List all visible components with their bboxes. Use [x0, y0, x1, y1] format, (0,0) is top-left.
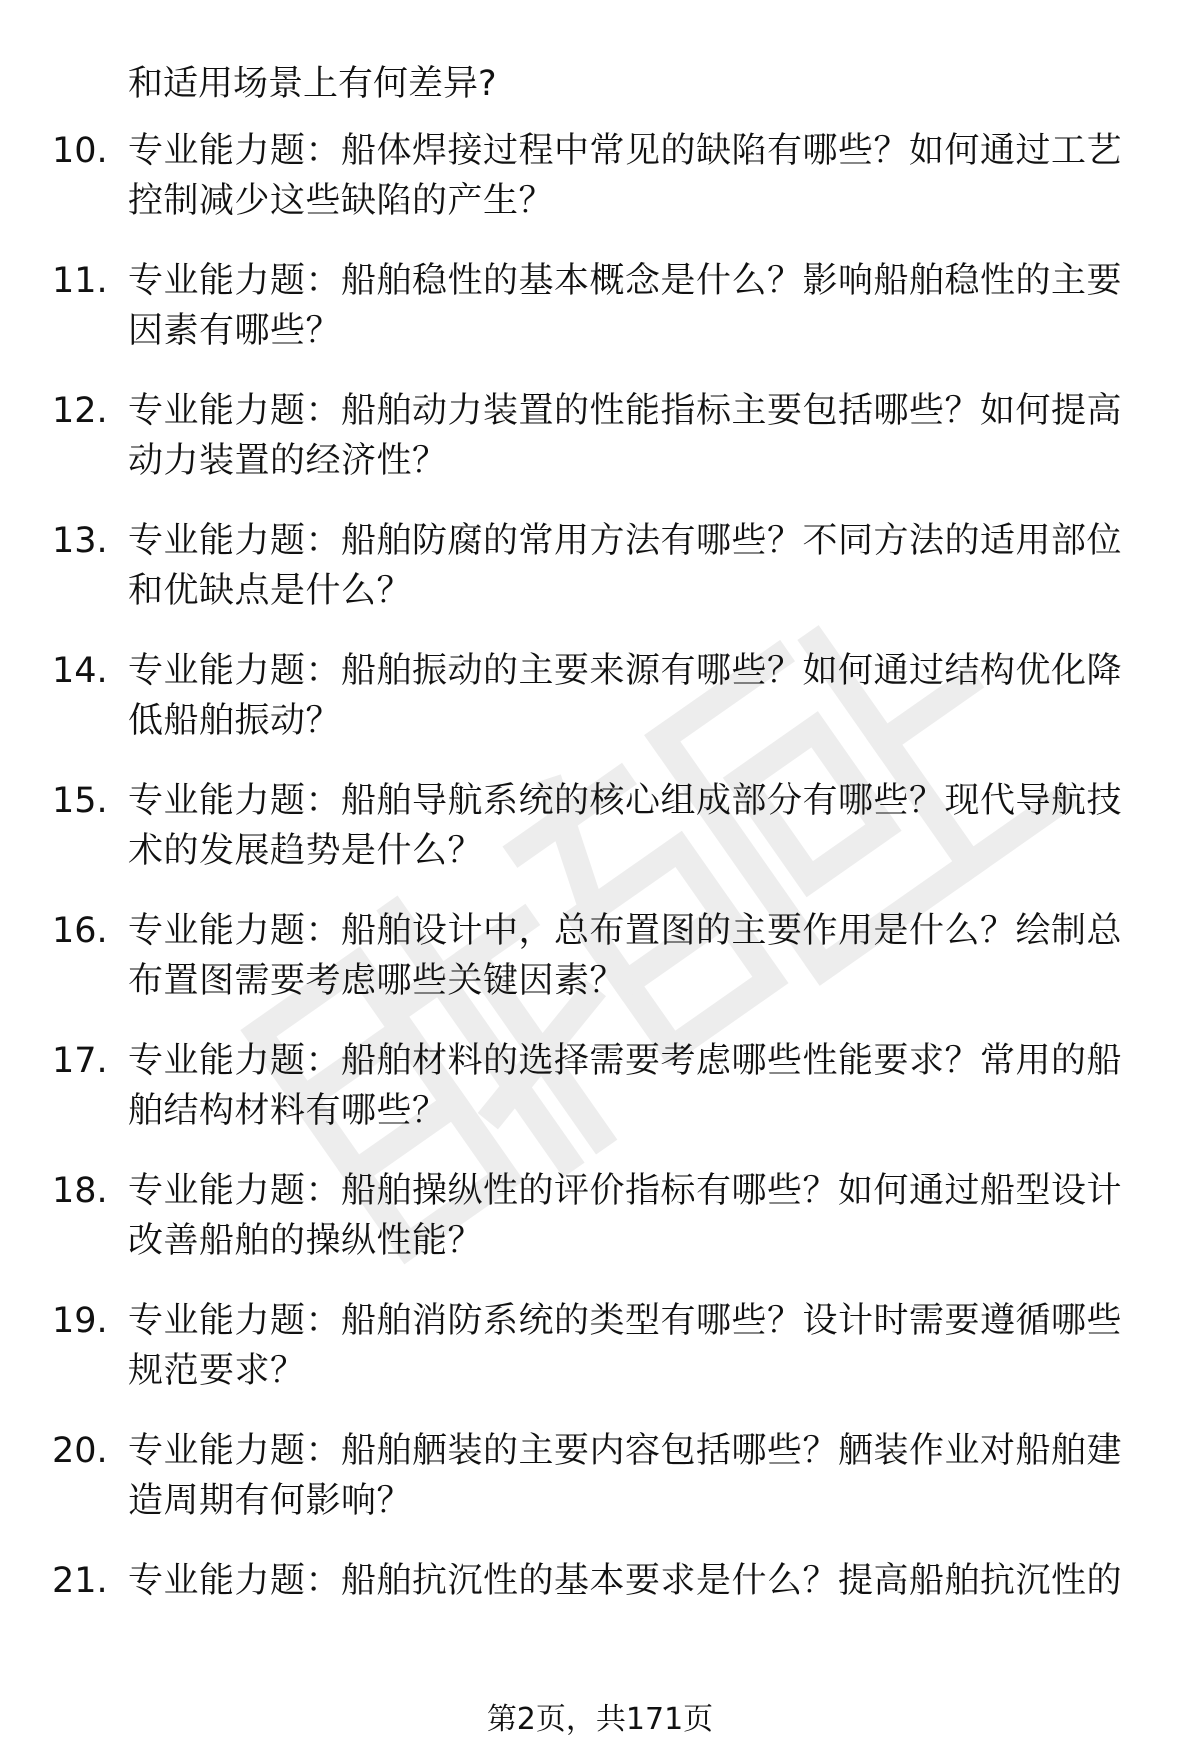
item-text-line-1: 专业能力题：船舶导航系统的核心组成部分有哪些？现代导航技: [128, 781, 1123, 821]
list-item: [0, 1166, 1200, 1296]
item-text-line-2: 布置图需要考虑哪些关键因素？: [128, 961, 626, 1001]
item-number: 16.: [52, 911, 108, 951]
item-text-line-2: 和优缺点是什么？: [128, 571, 413, 611]
list-item: [0, 256, 1200, 386]
item-number: 19.: [52, 1301, 108, 1341]
item-number: 15.: [52, 781, 108, 821]
item-text-line-2: 术的发展趋势是什么？: [128, 831, 484, 871]
item-text: [128, 1426, 1138, 1526]
item-text-line-2: 规范要求？: [128, 1351, 306, 1391]
list-item: [0, 646, 1200, 776]
item-text-line-1: 专业能力题：船舶操纵性的评价指标有哪些？如何通过船型设计: [128, 1171, 1123, 1211]
list-item: [0, 516, 1200, 646]
item-number: 20.: [52, 1431, 108, 1471]
item-text: [128, 1036, 1138, 1136]
list-item: [0, 1296, 1200, 1426]
item-text-line-1: 专业能力题：船舶防腐的常用方法有哪些？不同方法的适用部位: [128, 521, 1123, 561]
page-footer: 第2页，共171页: [486, 1702, 714, 1737]
item-text-line-1: 专业能力题：船舶稳性的基本概念是什么？影响船舶稳性的主要: [128, 261, 1123, 301]
item-text: [128, 256, 1138, 356]
item-text-line-1: 专业能力题：船舶设计中，总布置图的主要作用是什么？绘制总: [128, 911, 1123, 951]
item-text-line-2: 舶结构材料有哪些？: [128, 1091, 448, 1131]
item-text-line-1: 专业能力题：船舶抗沉性的基本要求是什么？提高船舶抗沉性的: [128, 1561, 1123, 1601]
item-text-line-1: 专业能力题：船舶动力装置的性能指标主要包括哪些？如何提高: [128, 391, 1123, 431]
item-number: 12.: [52, 391, 108, 431]
list-item: [0, 1426, 1200, 1556]
item-text-line-2: 造周期有何影响？: [128, 1481, 413, 1521]
item-text: [128, 906, 1138, 1006]
item-number: 14.: [52, 651, 108, 691]
list-item: [0, 776, 1200, 906]
item-text: [128, 1166, 1138, 1266]
item-text: [128, 386, 1138, 486]
item-text-line-1: 专业能力题：船舶振动的主要来源有哪些？如何通过结构优化降: [128, 651, 1123, 691]
item-text: [128, 1556, 1138, 1606]
item-text: [128, 516, 1138, 616]
item-number: 18.: [52, 1171, 108, 1211]
item-text-line-2: 因素有哪些？: [128, 311, 342, 351]
item-text-line-1: 专业能力题：船体焊接过程中常见的缺陷有哪些？如何通过工艺: [128, 131, 1123, 171]
list-item: [0, 126, 1200, 256]
item-text-line-2: 控制减少这些缺陷的产生？: [128, 181, 555, 221]
item-number: 10.: [52, 131, 108, 171]
list-item: [0, 1556, 1200, 1686]
list-item: [0, 906, 1200, 1036]
item-number: 21.: [52, 1561, 108, 1601]
item-text: [128, 126, 1138, 226]
item-text: [128, 1296, 1138, 1396]
item-number: 17.: [52, 1041, 108, 1081]
item-text-line-2: 改善船舶的操纵性能？: [128, 1221, 484, 1261]
item-text-line-1: 专业能力题：船舶消防系统的类型有哪些？设计时需要遵循哪些: [128, 1301, 1123, 1341]
item-number: 11.: [52, 261, 108, 301]
list-item: [0, 1036, 1200, 1166]
item-text-line-1: 专业能力题：船舶材料的选择需要考虑哪些性能要求？常用的船: [128, 1041, 1123, 1081]
item-text: [128, 646, 1138, 746]
item-text: [128, 776, 1138, 876]
item-text-line-1: 专业能力题：船舶舾装的主要内容包括哪些？舾装作业对船舶建: [128, 1431, 1123, 1471]
continuation-line: 和适用场景上有何差异?: [128, 64, 497, 104]
item-number: 13.: [52, 521, 108, 561]
list-item: [0, 386, 1200, 516]
item-text-line-2: 动力装置的经济性？: [128, 441, 448, 481]
item-text-line-2: 低船舶振动？: [128, 701, 342, 741]
